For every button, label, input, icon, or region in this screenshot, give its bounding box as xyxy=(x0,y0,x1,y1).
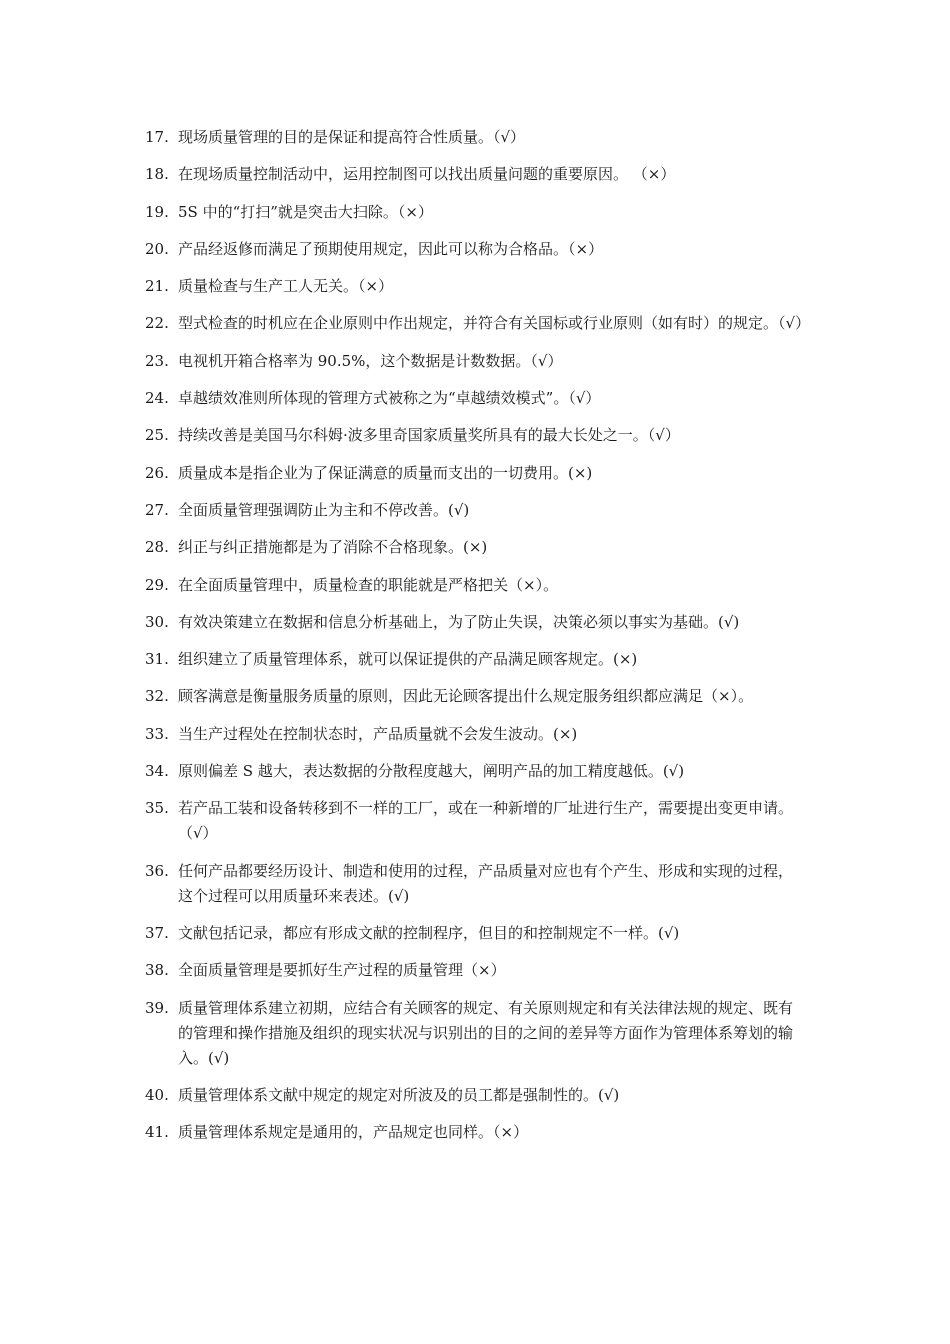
item-number: 25. xyxy=(145,426,169,445)
item-number: 24. xyxy=(145,389,169,408)
item-text: 文献包括记录，都应有形成文献的控制程序，但目的和控制规定不一样。(√) xyxy=(178,923,680,942)
list-item xyxy=(145,461,805,486)
item-text: 有效决策建立在数据和信息分析基础上，为了防止失误，决策必须以事实为基础。(√) xyxy=(178,612,740,631)
list-item xyxy=(145,498,805,523)
list-item xyxy=(145,647,805,672)
list-item xyxy=(145,125,805,150)
list-item xyxy=(145,386,805,411)
list-item xyxy=(145,535,805,560)
item-number: 32. xyxy=(145,687,169,706)
item-number: 31. xyxy=(145,650,169,669)
list-item xyxy=(145,610,805,635)
list-item xyxy=(145,1120,805,1145)
item-text: 若产品工装和设备转移到不一样的工厂，或在一种新增的厂址进行生产，需要提出变更申请。（√） xyxy=(178,799,794,843)
item-number: 20. xyxy=(145,239,169,258)
item-text: 在全面质量管理中，质量检查的职能就是严格把关（×）。 xyxy=(178,575,559,594)
list-item xyxy=(145,573,805,598)
list-item xyxy=(145,200,805,225)
list-item xyxy=(145,311,811,336)
item-number: 36. xyxy=(145,861,169,880)
item-number: 34. xyxy=(145,762,169,781)
list-item xyxy=(145,759,805,784)
item-number: 23. xyxy=(145,351,169,370)
item-text: 电视机开箱合格率为 90.5%，这个数据是计数数据。（√） xyxy=(178,351,563,370)
item-text: 现场质量管理的目的是保证和提高符合性质量。（√） xyxy=(178,128,526,146)
item-number: 17. xyxy=(145,128,169,146)
item-text: 当生产过程处在控制状态时，产品质量就不会发生波动。(×) xyxy=(178,724,578,743)
item-text: 质量成本是指企业为了保证满意的质量而支出的一切费用。(×) xyxy=(178,463,593,482)
item-number: 28. xyxy=(145,538,169,557)
item-number: 18. xyxy=(145,165,169,184)
item-text: 产品经返修而满足了预期使用规定，因此可以称为合格品。（×） xyxy=(178,239,604,258)
list-item xyxy=(145,423,805,448)
item-number: 41. xyxy=(145,1123,169,1142)
item-number: 35. xyxy=(145,799,169,818)
list-item xyxy=(145,921,805,946)
item-number: 26. xyxy=(145,463,169,482)
item-text: 顾客满意是衡量服务质量的原则，因此无论顾客提出什么规定服务组织都应满足（×）。 xyxy=(178,687,754,706)
list-item xyxy=(145,684,805,709)
list-item xyxy=(145,859,805,909)
item-number: 21. xyxy=(145,277,169,296)
item-number: 40. xyxy=(145,1085,169,1104)
list-item xyxy=(145,162,805,187)
item-text: 纠正与纠正措施都是为了消除不合格现象。(×) xyxy=(178,538,488,557)
item-text: 全面质量管理是要抓好生产过程的质量管理（×） xyxy=(178,961,506,980)
item-number: 33. xyxy=(145,724,169,743)
list-item xyxy=(145,274,805,299)
item-number: 22. xyxy=(145,314,169,333)
item-text: 质量管理体系文献中规定的规定对所波及的员工都是强制性的。(√) xyxy=(178,1085,620,1104)
list-item xyxy=(145,722,805,747)
item-text: 任何产品都要经历设计、制造和使用的过程，产品质量对应也有个产生、形成和实现的过程，这个过程可以用质量环来表述。(√) xyxy=(178,861,794,905)
item-text: 型式检查的时机应在企业原则中作出规定，并符合有关国标或行业原则（如有时）的规定。（√） xyxy=(178,314,811,333)
item-text: 质量管理体系规定是通用的，产品规定也同样。（×） xyxy=(178,1123,529,1142)
list-item xyxy=(145,958,805,983)
item-text: 5S 中的“打扫”就是突击大扫除。（×） xyxy=(178,202,433,221)
item-number: 37. xyxy=(145,923,169,942)
question-list xyxy=(145,125,811,1157)
list-item xyxy=(145,996,805,1071)
list-item xyxy=(145,237,805,262)
item-text: 卓越绩效准则所体现的管理方式被称之为“卓越绩效模式”。（√） xyxy=(178,389,601,408)
item-text: 组织建立了质量管理体系，就可以保证提供的产品满足顾客规定。(×) xyxy=(178,650,638,669)
item-number: 29. xyxy=(145,575,169,594)
list-item xyxy=(145,1083,805,1108)
item-text: 原则偏差 S 越大，表达数据的分散程度越大，阐明产品的加工精度越低。(√) xyxy=(178,762,685,781)
item-number: 30. xyxy=(145,612,169,631)
item-text: 持续改善是美国马尔科姆·波多里奇国家质量奖所具有的最大长处之一。（√） xyxy=(178,426,680,445)
item-text: 质量检查与生产工人无关。（×） xyxy=(178,277,394,296)
item-number: 38. xyxy=(145,961,169,980)
list-item xyxy=(145,796,805,846)
item-number: 39. xyxy=(145,998,169,1017)
item-number: 27. xyxy=(145,500,169,519)
item-number: 19. xyxy=(145,202,169,221)
list-item xyxy=(145,349,805,374)
item-text: 全面质量管理强调防止为主和不停改善。(√) xyxy=(178,500,470,519)
item-text: 在现场质量控制活动中，运用控制图可以找出质量问题的重要原因。 （×） xyxy=(178,165,676,184)
item-text: 质量管理体系建立初期，应结合有关顾客的规定、有关原则规定和有关法律法规的规定、既有的管理和操作措施及组织的现实状况与识别出的目的之间的差异等方面作为管理体系筹划的输入。(√) xyxy=(178,998,794,1067)
